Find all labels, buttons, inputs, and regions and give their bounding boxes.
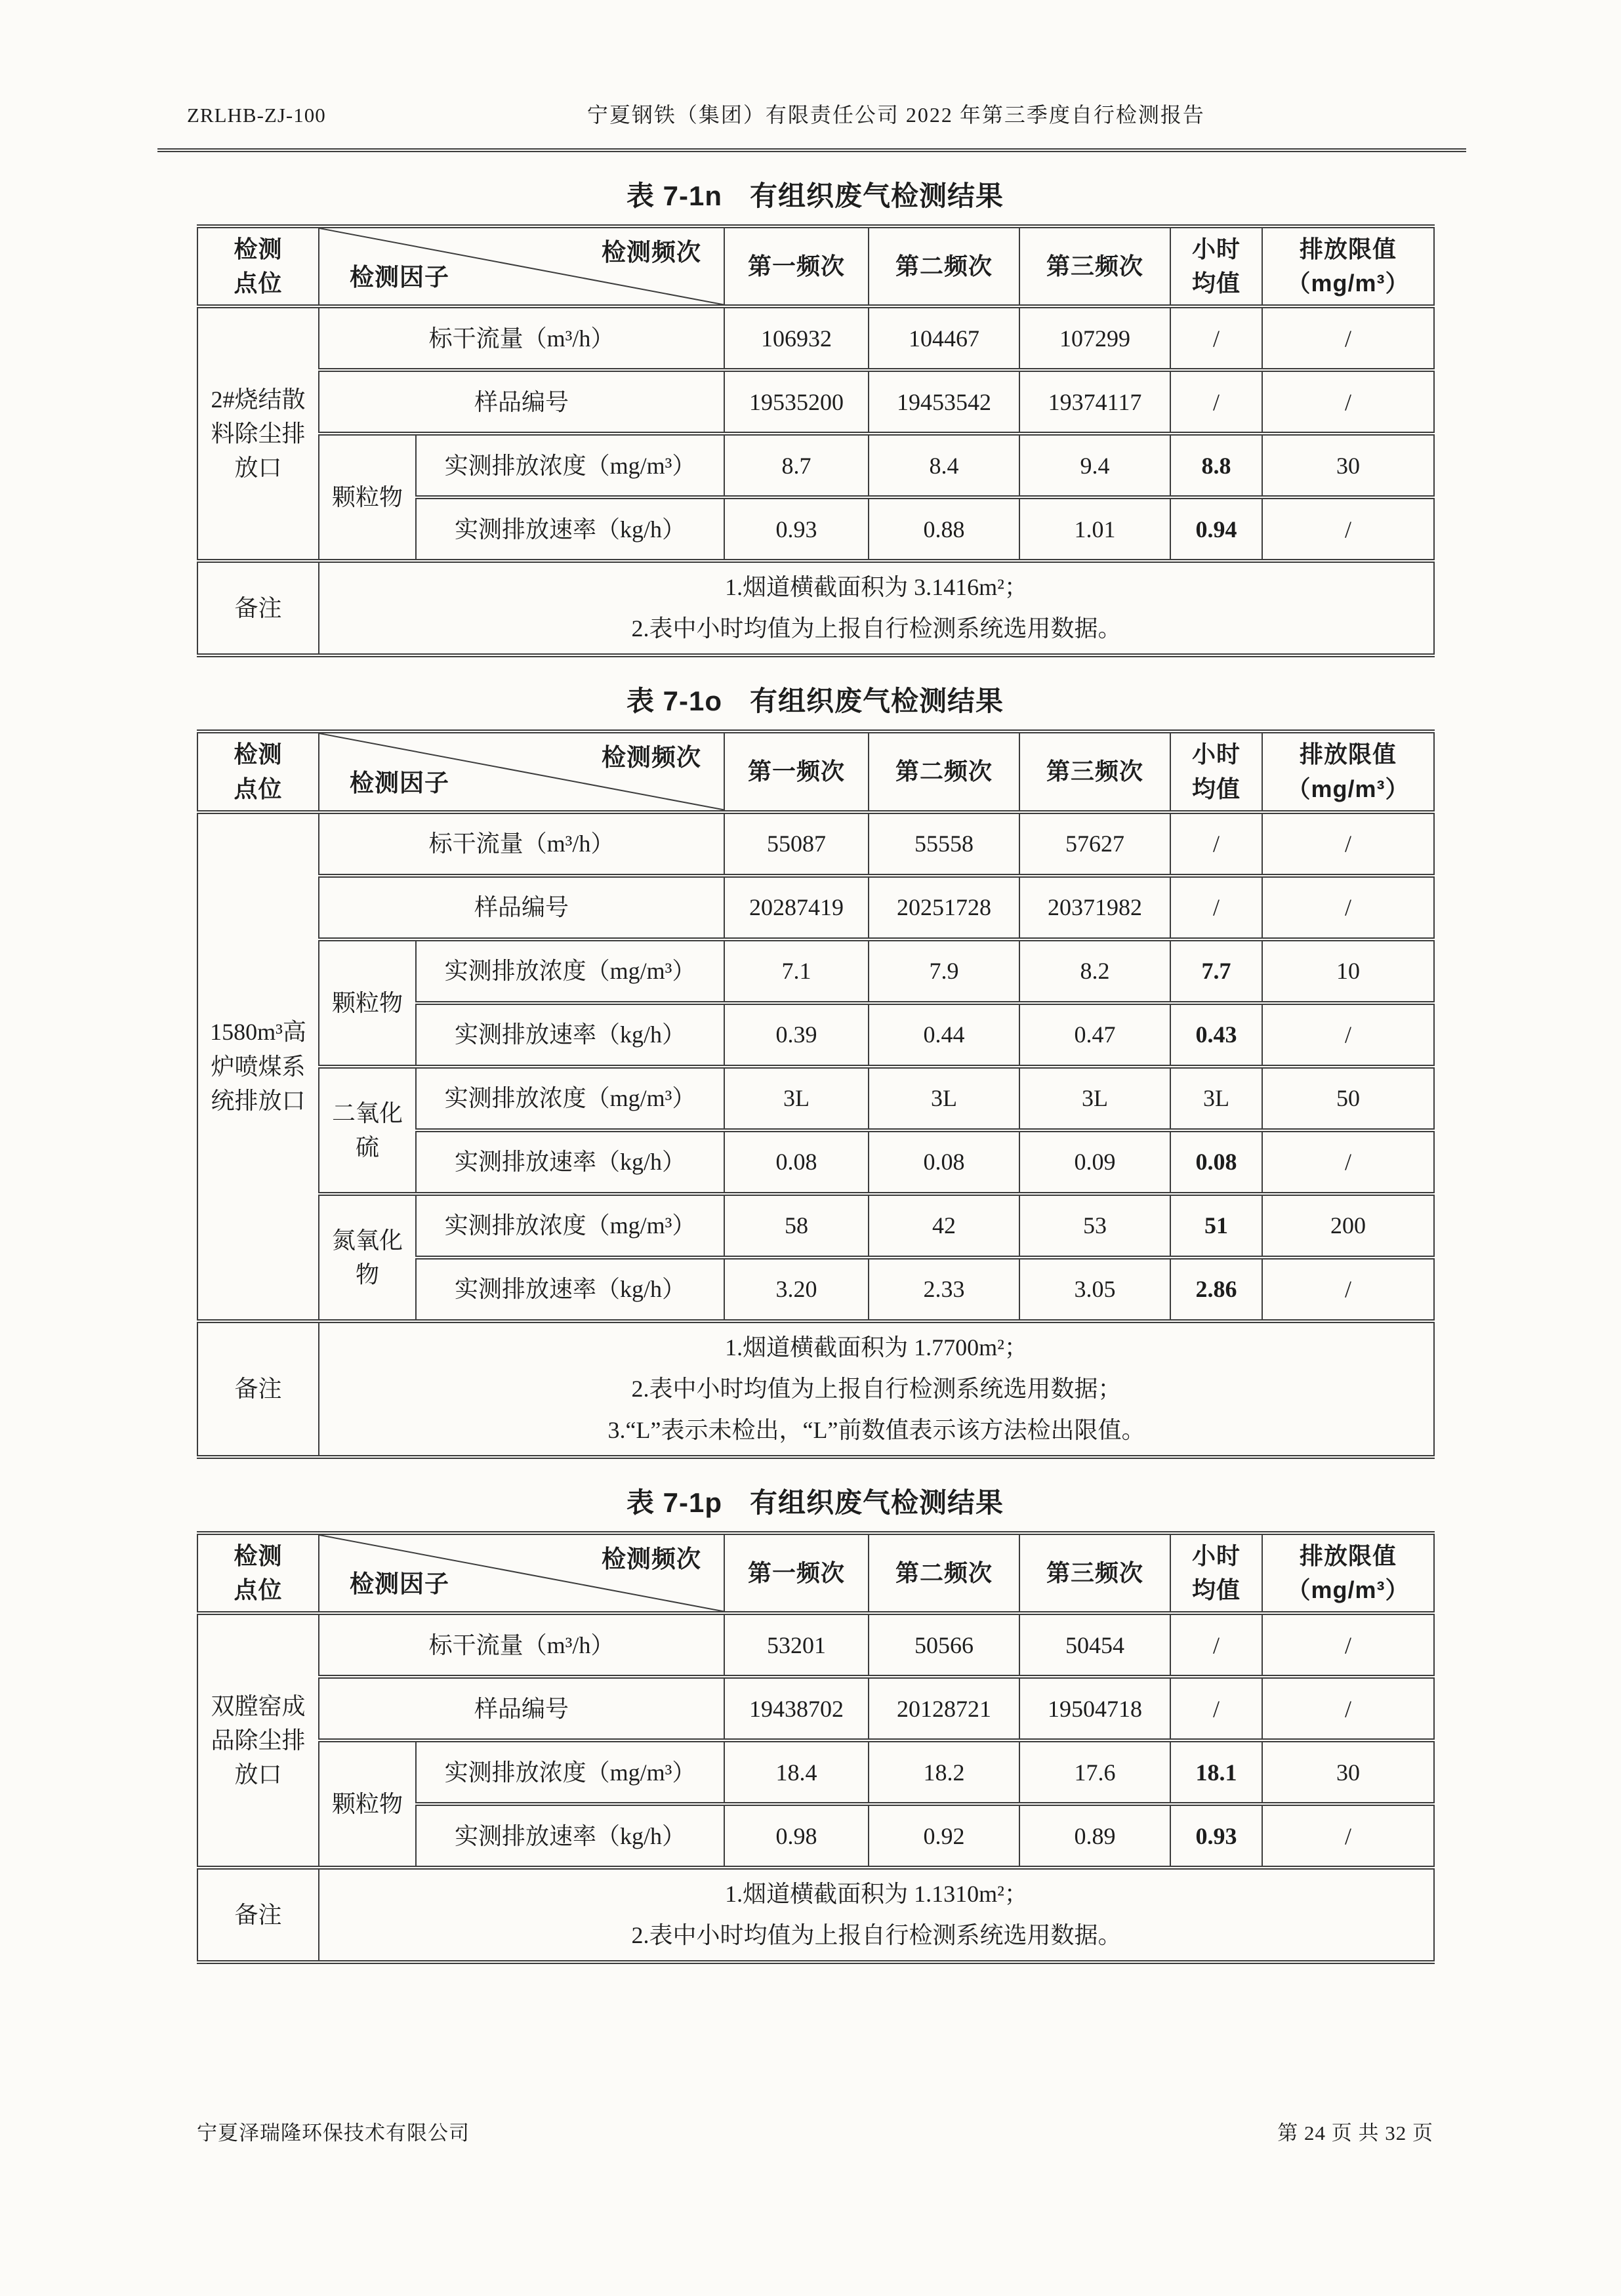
conc-value: 7.1 bbox=[724, 939, 869, 1003]
remarks-cell bbox=[319, 561, 1434, 655]
factor-label-rate: 实测排放速率（kg/h） bbox=[416, 1258, 724, 1321]
sample-id: 20371982 bbox=[1019, 876, 1170, 939]
table-2-title-text: 有组织废气检测结果 bbox=[750, 686, 1004, 717]
corner-header bbox=[319, 226, 724, 306]
freq1-header: 第一频次 bbox=[724, 1533, 869, 1613]
conc-hour-avg: 51 bbox=[1170, 1194, 1262, 1258]
site-cell: 双膛窑成品除尘排放口 bbox=[197, 1613, 319, 1868]
conc-hour-avg: 7.7 bbox=[1170, 939, 1262, 1003]
header-line: 小时 bbox=[1191, 1542, 1241, 1569]
doc-code: ZRLHB-ZJ-100 bbox=[187, 104, 326, 127]
header-line: 点位 bbox=[234, 1576, 283, 1603]
factor-label-conc: 实测排放浓度（mg/m³） bbox=[416, 1067, 724, 1130]
pollutant-name: 颗粒物 bbox=[319, 939, 416, 1067]
freq3-header: 第三频次 bbox=[1019, 226, 1170, 306]
rate-value: 0.88 bbox=[869, 497, 1019, 561]
factor-label-conc: 实测排放浓度（mg/m³） bbox=[416, 434, 724, 497]
freq3-header: 第三频次 bbox=[1019, 731, 1170, 811]
rate-value: 0.08 bbox=[869, 1130, 1019, 1194]
conc-limit: 10 bbox=[1262, 939, 1434, 1003]
sample-id: 19504718 bbox=[1019, 1677, 1170, 1740]
table-2-title-label: 表 7-1o bbox=[626, 686, 722, 717]
rate-value: 0.09 bbox=[1019, 1130, 1170, 1194]
point-header bbox=[197, 1533, 319, 1613]
doc-title: 宁夏钢铁（集团）有限责任公司 2022 年第三季度自行检测报告 bbox=[586, 103, 1205, 127]
conc-value: 18.2 bbox=[869, 1740, 1019, 1804]
factor-label-flow: 标干流量（m³/h） bbox=[319, 1613, 724, 1677]
rate-value: 2.33 bbox=[869, 1258, 1019, 1321]
header-line: 检测 bbox=[234, 741, 283, 768]
page-header bbox=[187, 98, 1466, 129]
conc-limit: 50 bbox=[1262, 1067, 1434, 1130]
emission-table-7-1n bbox=[197, 224, 1435, 657]
rate-value: 3.20 bbox=[724, 1258, 869, 1321]
corner-bottom-label: 检测因子 bbox=[350, 769, 449, 796]
page-footer bbox=[197, 2116, 1433, 2146]
conc-value: 58 bbox=[724, 1194, 869, 1258]
conc-hour-avg: 3L bbox=[1170, 1067, 1262, 1130]
rate-value: 0.08 bbox=[724, 1130, 869, 1194]
rate-value: 0.89 bbox=[1019, 1804, 1170, 1868]
remarks-cell bbox=[319, 1321, 1434, 1457]
limit-header bbox=[1262, 1533, 1434, 1613]
freq2-header: 第二频次 bbox=[869, 731, 1019, 811]
rate-hour-avg: 2.86 bbox=[1170, 1258, 1262, 1321]
freq1-header: 第一频次 bbox=[724, 731, 869, 811]
factor-label-conc: 实测排放浓度（mg/m³） bbox=[416, 1194, 724, 1258]
emission-table-7-1o bbox=[197, 729, 1435, 1458]
flow-value: 106932 bbox=[724, 306, 869, 370]
flow-limit: / bbox=[1262, 306, 1434, 370]
pollutant-name: 颗粒物 bbox=[319, 1740, 416, 1868]
conc-value: 3L bbox=[724, 1067, 869, 1130]
sample-limit: / bbox=[1262, 370, 1434, 434]
flow-value: 107299 bbox=[1019, 306, 1170, 370]
conc-value: 8.7 bbox=[724, 434, 869, 497]
rate-hour-avg: 0.93 bbox=[1170, 1804, 1262, 1868]
rate-hour-avg: 0.43 bbox=[1170, 1003, 1262, 1067]
factor-label-conc: 实测排放浓度（mg/m³） bbox=[416, 939, 724, 1003]
factor-label-sample: 样品编号 bbox=[319, 370, 724, 434]
factor-label-conc: 实测排放浓度（mg/m³） bbox=[416, 1740, 724, 1804]
table-1-title-label: 表 7-1n bbox=[626, 180, 722, 211]
factor-label-rate: 实测排放速率（kg/h） bbox=[416, 1130, 724, 1194]
hour-avg-header bbox=[1170, 731, 1262, 811]
remark-label: 备注 bbox=[197, 1868, 319, 1962]
sample-limit: / bbox=[1262, 876, 1434, 939]
rate-value: 0.92 bbox=[869, 1804, 1019, 1868]
sample-hour-avg: / bbox=[1170, 1677, 1262, 1740]
header-line: （mg/m³） bbox=[1286, 270, 1410, 297]
header-line: （mg/m³） bbox=[1286, 775, 1410, 802]
conc-value: 3L bbox=[869, 1067, 1019, 1130]
factor-label-flow: 标干流量（m³/h） bbox=[319, 812, 724, 876]
table-3-title bbox=[197, 1481, 1433, 1521]
header-line: 排放限值 bbox=[1299, 1542, 1397, 1569]
corner-top-label: 检测频次 bbox=[602, 744, 701, 771]
factor-label-rate: 实测排放速率（kg/h） bbox=[416, 497, 724, 561]
flow-value: 104467 bbox=[869, 306, 1019, 370]
table-1-title bbox=[197, 174, 1433, 214]
limit-header bbox=[1262, 226, 1434, 306]
table-2-title bbox=[197, 680, 1433, 719]
header-line: 排放限值 bbox=[1299, 741, 1397, 768]
rate-limit: / bbox=[1262, 1130, 1434, 1194]
header-line: 点位 bbox=[234, 270, 283, 297]
sample-hour-avg: / bbox=[1170, 370, 1262, 434]
rate-value: 0.98 bbox=[724, 1804, 869, 1868]
flow-value: 50454 bbox=[1019, 1613, 1170, 1677]
freq2-header: 第二频次 bbox=[869, 226, 1019, 306]
factor-label-rate: 实测排放速率（kg/h） bbox=[416, 1804, 724, 1868]
rate-value: 0.44 bbox=[869, 1003, 1019, 1067]
pollutant-name: 二氧化硫 bbox=[319, 1067, 416, 1194]
hour-avg-header bbox=[1170, 1533, 1262, 1613]
rate-hour-avg: 0.08 bbox=[1170, 1130, 1262, 1194]
corner-top-label: 检测频次 bbox=[602, 1545, 701, 1572]
flow-value: 55558 bbox=[869, 812, 1019, 876]
hour-avg-header bbox=[1170, 226, 1262, 306]
table-3-title-label: 表 7-1p bbox=[626, 1486, 722, 1518]
flow-limit: / bbox=[1262, 812, 1434, 876]
table-3-title-text: 有组织废气检测结果 bbox=[750, 1486, 1004, 1518]
rate-value: 1.01 bbox=[1019, 497, 1170, 561]
flow-value: 57627 bbox=[1019, 812, 1170, 876]
flow-hour-avg: / bbox=[1170, 812, 1262, 876]
limit-header bbox=[1262, 731, 1434, 811]
freq1-header: 第一频次 bbox=[724, 226, 869, 306]
conc-value: 42 bbox=[869, 1194, 1019, 1258]
flow-value: 55087 bbox=[724, 812, 869, 876]
remark-line: 1.烟道横截面积为 3.1416m²； bbox=[725, 574, 1028, 601]
conc-value: 3L bbox=[1019, 1067, 1170, 1130]
header-line: 小时 bbox=[1191, 741, 1241, 768]
site-cell: 2#烧结散料除尘排放口 bbox=[197, 306, 319, 561]
header-line: 小时 bbox=[1191, 236, 1241, 262]
flow-hour-avg: / bbox=[1170, 306, 1262, 370]
header-line: 均值 bbox=[1191, 775, 1241, 802]
header-line: 均值 bbox=[1191, 270, 1241, 297]
point-header bbox=[197, 226, 319, 306]
rate-limit: / bbox=[1262, 1003, 1434, 1067]
conc-value: 9.4 bbox=[1019, 434, 1170, 497]
sample-id: 19453542 bbox=[869, 370, 1019, 434]
rate-limit: / bbox=[1262, 1258, 1434, 1321]
conc-value: 7.9 bbox=[869, 939, 1019, 1003]
remarks-cell bbox=[319, 1868, 1434, 1962]
rate-hour-avg: 0.94 bbox=[1170, 497, 1262, 561]
remark-label: 备注 bbox=[197, 1321, 319, 1457]
sample-id: 19374117 bbox=[1019, 370, 1170, 434]
corner-bottom-label: 检测因子 bbox=[350, 1570, 449, 1598]
freq3-header: 第三频次 bbox=[1019, 1533, 1170, 1613]
remark-line: 1.烟道横截面积为 1.7700m²； bbox=[725, 1334, 1028, 1361]
emission-table-7-1p bbox=[197, 1531, 1435, 1964]
corner-header bbox=[319, 1533, 724, 1613]
flow-value: 53201 bbox=[724, 1613, 869, 1677]
conc-limit: 200 bbox=[1262, 1194, 1434, 1258]
factor-label-sample: 样品编号 bbox=[319, 876, 724, 939]
conc-value: 17.6 bbox=[1019, 1740, 1170, 1804]
sample-id: 20128721 bbox=[869, 1677, 1019, 1740]
header-line: 检测 bbox=[234, 236, 283, 262]
rate-value: 0.47 bbox=[1019, 1003, 1170, 1067]
conc-limit: 30 bbox=[1262, 1740, 1434, 1804]
conc-value: 8.4 bbox=[869, 434, 1019, 497]
conc-limit: 30 bbox=[1262, 434, 1434, 497]
conc-hour-avg: 8.8 bbox=[1170, 434, 1262, 497]
corner-header bbox=[319, 731, 724, 811]
rate-value: 0.93 bbox=[724, 497, 869, 561]
flow-value: 50566 bbox=[869, 1613, 1019, 1677]
corner-bottom-label: 检测因子 bbox=[350, 264, 449, 291]
remark-line: 3.“L”表示未检出，“L”前数值表示该方法检出限值。 bbox=[607, 1416, 1145, 1443]
company-name: 宁夏泽瑞隆环保技术有限公司 bbox=[197, 2122, 470, 2144]
table-1-title-text: 有组织废气检测结果 bbox=[750, 180, 1004, 211]
conc-value: 18.4 bbox=[724, 1740, 869, 1804]
sample-id: 19535200 bbox=[724, 370, 869, 434]
rate-value: 0.39 bbox=[724, 1003, 869, 1067]
header-line: 排放限值 bbox=[1299, 236, 1397, 262]
rate-limit: / bbox=[1262, 497, 1434, 561]
header-rule bbox=[157, 148, 1466, 152]
conc-hour-avg: 18.1 bbox=[1170, 1740, 1262, 1804]
remark-line: 2.表中小时均值为上报自行检测系统选用数据。 bbox=[631, 615, 1122, 642]
factor-label-sample: 样品编号 bbox=[319, 1677, 724, 1740]
site-cell: 1580m³高炉喷煤系统排放口 bbox=[197, 812, 319, 1321]
point-header bbox=[197, 731, 319, 811]
corner-top-label: 检测频次 bbox=[602, 239, 701, 266]
sample-id: 20287419 bbox=[724, 876, 869, 939]
freq2-header: 第二频次 bbox=[869, 1533, 1019, 1613]
sample-id: 19438702 bbox=[724, 1677, 869, 1740]
page-number: 第 24 页 共 32 页 bbox=[1277, 2122, 1433, 2144]
remark-line: 2.表中小时均值为上报自行检测系统选用数据； bbox=[631, 1375, 1122, 1402]
header-line: 均值 bbox=[1191, 1576, 1241, 1603]
sample-limit: / bbox=[1262, 1677, 1434, 1740]
header-line: 检测 bbox=[234, 1542, 283, 1569]
rate-value: 3.05 bbox=[1019, 1258, 1170, 1321]
remark-line: 1.烟道横截面积为 1.1310m²； bbox=[725, 1881, 1028, 1908]
remark-line: 2.表中小时均值为上报自行检测系统选用数据。 bbox=[631, 1922, 1122, 1949]
conc-value: 8.2 bbox=[1019, 939, 1170, 1003]
rate-limit: / bbox=[1262, 1804, 1434, 1868]
conc-value: 53 bbox=[1019, 1194, 1170, 1258]
sample-id: 20251728 bbox=[869, 876, 1019, 939]
flow-hour-avg: / bbox=[1170, 1613, 1262, 1677]
flow-limit: / bbox=[1262, 1613, 1434, 1677]
pollutant-name: 颗粒物 bbox=[319, 434, 416, 561]
header-line: （mg/m³） bbox=[1286, 1576, 1410, 1603]
pollutant-name: 氮氧化物 bbox=[319, 1194, 416, 1321]
factor-label-flow: 标干流量（m³/h） bbox=[319, 306, 724, 370]
sample-hour-avg: / bbox=[1170, 876, 1262, 939]
header-line: 点位 bbox=[234, 775, 283, 802]
remark-label: 备注 bbox=[197, 561, 319, 655]
factor-label-rate: 实测排放速率（kg/h） bbox=[416, 1003, 724, 1067]
